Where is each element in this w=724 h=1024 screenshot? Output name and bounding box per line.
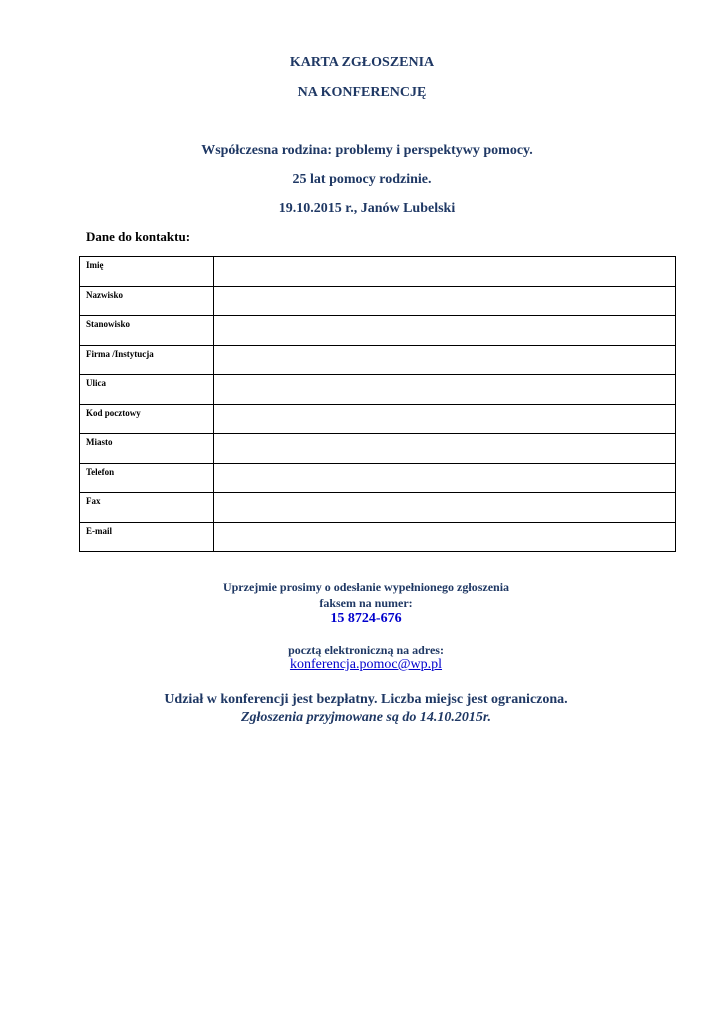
form-row <box>80 522 676 552</box>
form-row <box>80 257 676 287</box>
form-row <box>80 463 676 493</box>
registration-deadline: Zgłoszenia przyjmowane są do 14.10.2015r. <box>240 710 492 725</box>
form-row <box>80 404 676 434</box>
form-title: KARTA ZGŁOSZENIA <box>289 55 435 70</box>
form-row-input[interactable] <box>214 286 676 316</box>
form-row-label: Kod pocztowy <box>80 404 214 434</box>
form-row-input[interactable] <box>214 375 676 405</box>
form-row-label: Ulica <box>80 375 214 405</box>
form-row <box>80 345 676 375</box>
fax-number: 15 8724-676 <box>330 611 402 626</box>
form-row-input[interactable] <box>214 316 676 346</box>
form-row-label: Firma /Instytucja <box>80 345 214 375</box>
request-text-line2: faksem na numer: <box>319 596 413 610</box>
conference-subtitle: 25 lat pomocy rodzinie. <box>292 172 432 187</box>
form-row-label: Telefon <box>80 463 214 493</box>
form-row-input[interactable] <box>214 522 676 552</box>
form-row-input[interactable] <box>214 434 676 464</box>
email-intro: pocztą elektroniczną na adres: <box>288 643 444 657</box>
form-row-input[interactable] <box>214 345 676 375</box>
email-container <box>4 657 724 673</box>
form-row <box>80 286 676 316</box>
form-row <box>80 434 676 464</box>
form-row-input[interactable] <box>214 404 676 434</box>
form-row <box>80 493 676 523</box>
form-row-label: Fax <box>80 493 214 523</box>
form-row-label: Nazwisko <box>80 286 214 316</box>
contact-heading: Dane do kontaktu: <box>86 229 191 244</box>
form-row <box>80 375 676 405</box>
form-row-input[interactable] <box>214 493 676 523</box>
form-row-input[interactable] <box>214 463 676 493</box>
form-row-label: Imię <box>80 257 214 287</box>
conference-date-place: 19.10.2015 r., Janów Lubelski <box>278 201 456 216</box>
form-row <box>80 316 676 346</box>
contact-form-table <box>79 256 676 552</box>
email-link[interactable]: konferencja.pomoc@wp.pl <box>289 657 443 672</box>
form-row-label: Stanowisko <box>80 316 214 346</box>
form-row-label: Miasto <box>80 434 214 464</box>
request-text-line1: Uprzejmie prosimy o odesłanie wypełnionego zgłoszenia <box>222 580 510 594</box>
form-row-input[interactable] <box>214 257 676 287</box>
contact-form-body <box>80 257 676 552</box>
conference-title: Współczesna rodzina: problemy i perspektywy pomocy. <box>201 143 533 158</box>
form-row-label: E-mail <box>80 522 214 552</box>
form-subtitle: NA KONFERENCJĘ <box>297 85 427 100</box>
free-participation-note: Udział w konferencji jest bezpłatny. Liczba miejsc jest ograniczona. <box>164 692 568 707</box>
